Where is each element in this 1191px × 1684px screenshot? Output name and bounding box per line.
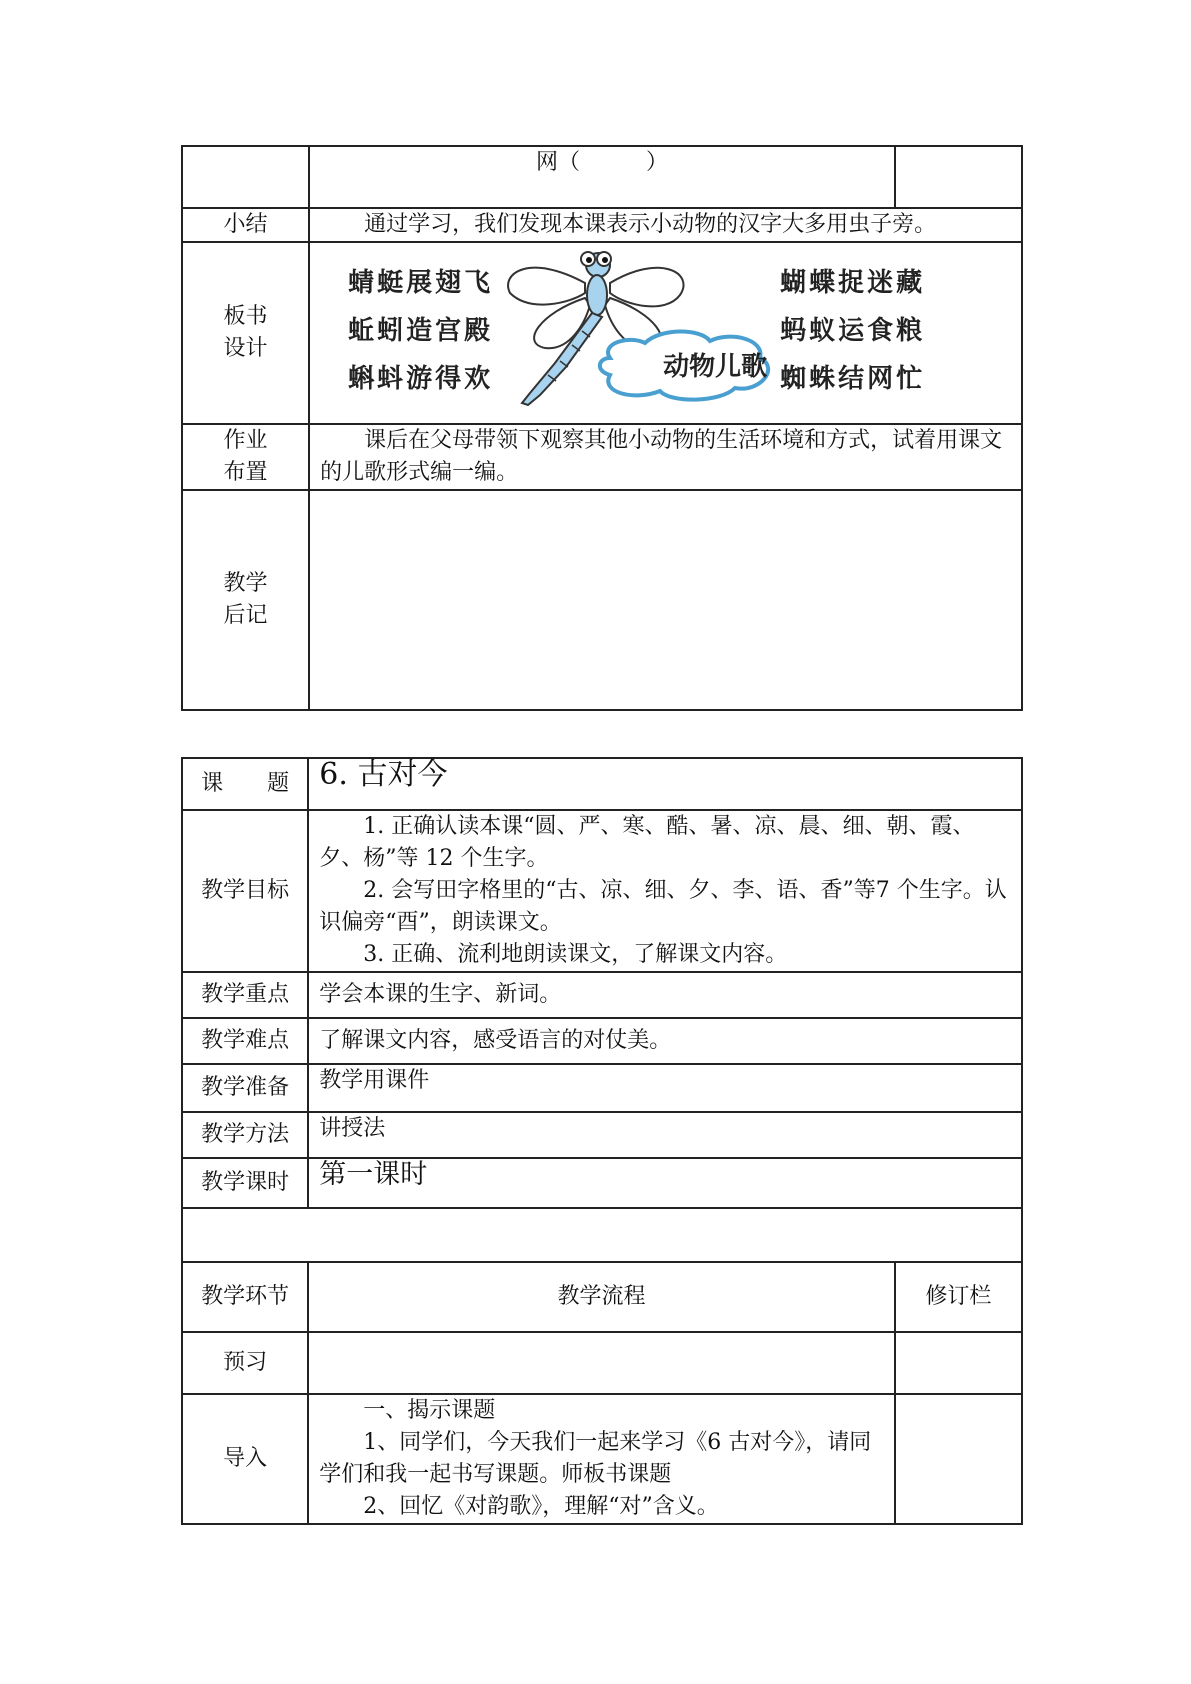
homework-cell <box>309 424 1022 490</box>
table-row <box>182 972 1022 1018</box>
topic-label: 课 题 <box>182 758 308 810</box>
intro-label: 导入 <box>182 1394 308 1524</box>
table-row <box>182 1208 1022 1262</box>
table-row <box>182 810 1022 972</box>
table-row <box>182 1394 1022 1524</box>
board-design <box>310 243 1021 423</box>
difficulty-text: 了解课文内容，感受语言的对仗美。 <box>319 1028 672 1053</box>
key-point-cell <box>308 972 1022 1018</box>
summary-cell <box>309 208 1022 242</box>
table-row <box>182 1262 1022 1332</box>
intro-line-1: 一、揭示课题 <box>363 1398 496 1423</box>
goal-item-1: 1. 正确认读本课“圆、严、寒、酷、暑、凉、晨、细、朝、霞、夕、杨”等 12 个生字。 <box>319 814 975 871</box>
table-row <box>182 146 1022 208</box>
homework-label-line2: 布置 <box>223 460 268 485</box>
preview-cell <box>308 1332 894 1394</box>
empty-label-cell <box>182 146 309 208</box>
table-row <box>182 208 1022 242</box>
method-text: 讲授法 <box>319 1116 386 1141</box>
preview-revision-cell <box>895 1332 1022 1394</box>
topic-cell <box>308 758 1022 810</box>
summary-text: 通过学习，我们发现本课表示小动物的汉字大多用虫子旁。 <box>364 212 937 237</box>
goal-item-3: 3. 正确、流利地朗读课文，了解课文内容。 <box>363 942 788 967</box>
table-row <box>182 1018 1022 1064</box>
period-cell <box>308 1158 1022 1208</box>
homework-label-line1: 作业 <box>223 428 268 453</box>
reflection-label-line1: 教学 <box>223 571 268 596</box>
preparation-label: 教学准备 <box>182 1064 308 1112</box>
reflection-cell <box>309 490 1022 710</box>
homework-label <box>182 424 309 490</box>
net-text: 网（ ） <box>535 150 668 175</box>
net-cell <box>309 146 895 208</box>
table-row <box>182 1064 1022 1112</box>
table-row <box>182 1112 1022 1158</box>
homework-text: 课后在父母带领下观察其他小动物的生活环境和方式，试着用课文的儿歌形式编一编。 <box>320 428 1003 485</box>
summary-label: 小结 <box>182 208 309 242</box>
table-row <box>182 1158 1022 1208</box>
goals-label: 教学目标 <box>182 810 308 972</box>
key-point-text: 学会本课的生字、新词。 <box>319 982 562 1007</box>
board-design-cell <box>309 242 1022 424</box>
lesson-plan-table-2 <box>181 757 1023 1525</box>
table-row <box>182 758 1022 810</box>
key-point-label: 教学重点 <box>182 972 308 1018</box>
goals-cell <box>308 810 1022 972</box>
table-row <box>182 424 1022 490</box>
intro-cell <box>308 1394 894 1524</box>
method-cell <box>308 1112 1022 1158</box>
intro-line-2: 1、同学们，今天我们一起来学习《6 古对今》，请同学们和我一起书写课题。师板书课题 <box>319 1430 872 1487</box>
empty-revision-cell <box>895 146 1022 208</box>
spacer-row <box>182 1208 1022 1262</box>
board-phrase-right-3: 蜘蛛结网忙 <box>780 364 926 394</box>
goal-item-2: 2. 会写田字格里的“古、凉、细、夕、李、语、香”等7 个生字。认识偏旁“酉”，朗读课文。 <box>319 878 1007 935</box>
board-phrase-left-3: 蝌蚪游得欢 <box>348 364 494 394</box>
board-phrase-right-1: 蝴蝶捉迷藏 <box>780 268 926 298</box>
intro-revision-cell <box>895 1394 1022 1524</box>
period-label: 教学课时 <box>182 1158 308 1208</box>
lesson-plan-table-1 <box>181 145 1023 711</box>
preparation-text: 教学用课件 <box>319 1068 430 1093</box>
reflection-label <box>182 490 309 710</box>
board-label <box>182 242 309 424</box>
topic-title: 6. 古对今 <box>319 757 448 792</box>
board-cloud-text: 动物儿歌 <box>663 352 768 382</box>
table-row <box>182 242 1022 424</box>
table-row <box>182 490 1022 710</box>
difficulty-cell <box>308 1018 1022 1064</box>
difficulty-label: 教学难点 <box>182 1018 308 1064</box>
method-label: 教学方法 <box>182 1112 308 1158</box>
preparation-cell <box>308 1064 1022 1112</box>
reflection-label-line2: 后记 <box>223 603 268 628</box>
preview-label: 预习 <box>182 1332 308 1394</box>
header-revision: 修订栏 <box>895 1262 1022 1332</box>
dragonfly-icon <box>500 243 780 423</box>
board-label-line2: 设计 <box>223 336 268 361</box>
board-label-line1: 板书 <box>223 304 268 329</box>
table-row <box>182 1332 1022 1394</box>
intro-line-3: 2、回忆《对韵歌》，理解“对”含义。 <box>363 1494 719 1519</box>
period-text: 第一课时 <box>319 1159 428 1190</box>
board-phrase-left-2: 蚯蚓造宫殿 <box>348 316 494 346</box>
board-phrase-right-2: 蚂蚁运食粮 <box>780 316 926 346</box>
board-phrase-left-1: 蜻蜓展翅飞 <box>348 268 494 298</box>
header-flow: 教学流程 <box>308 1262 894 1332</box>
header-stage: 教学环节 <box>182 1262 308 1332</box>
